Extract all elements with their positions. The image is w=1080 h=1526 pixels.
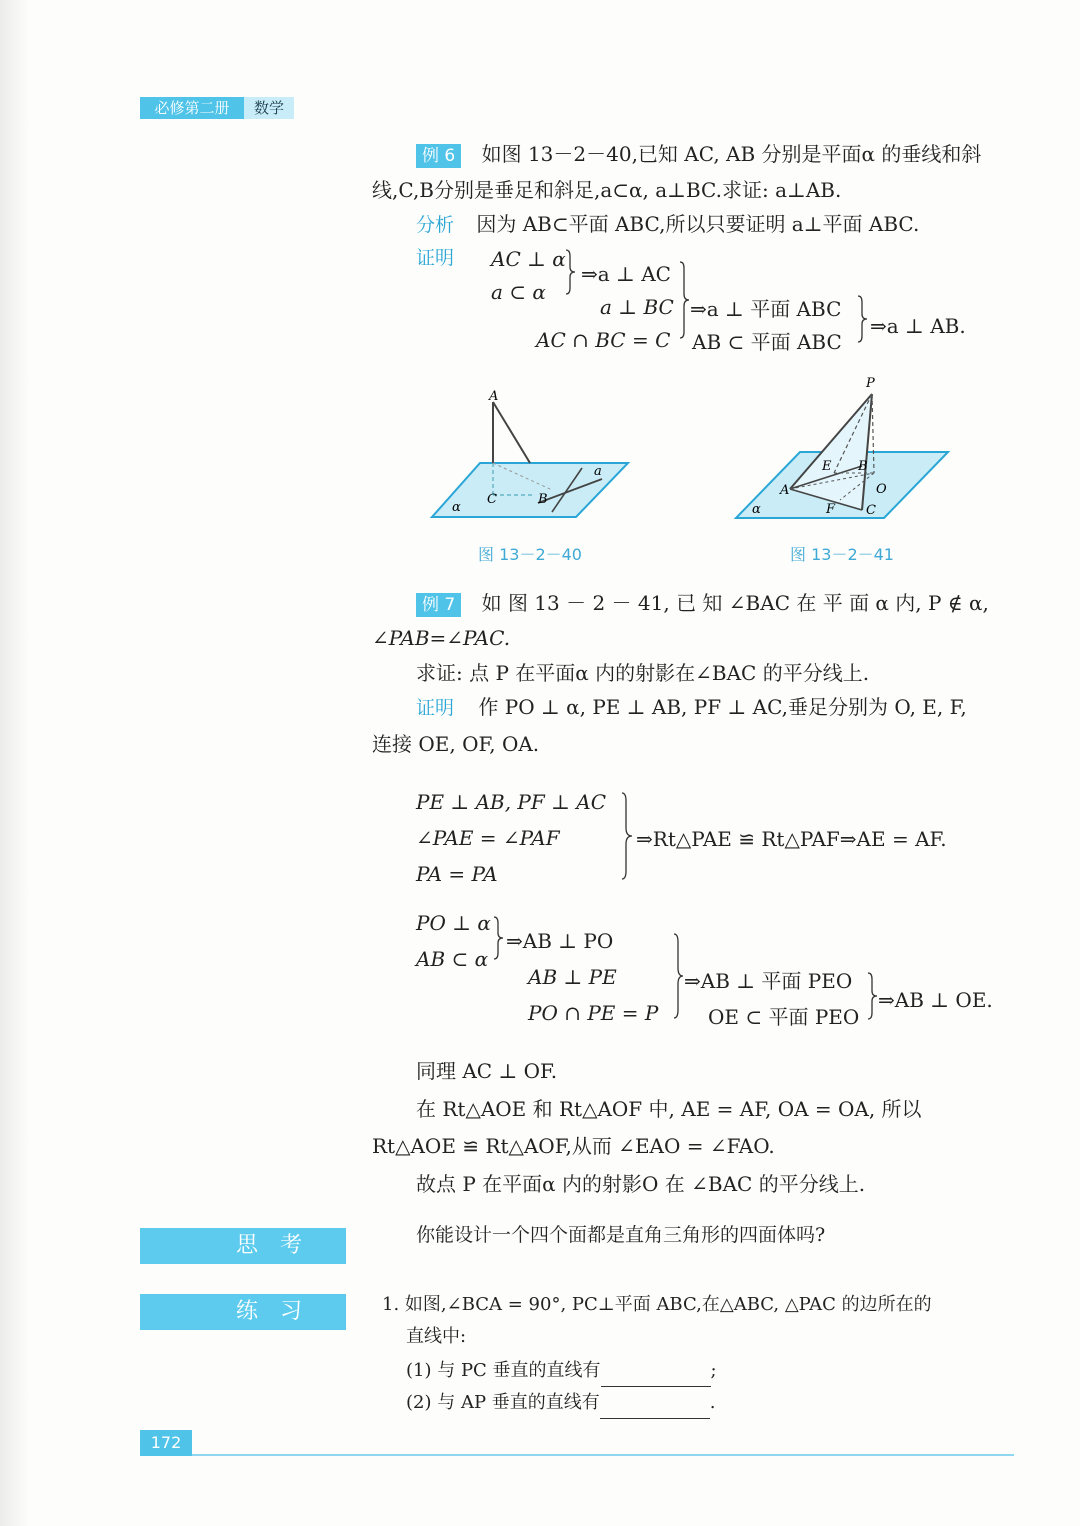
brace-7b <box>494 917 503 959</box>
brace-7c <box>674 934 683 1018</box>
example-7-proof-line1 <box>416 690 967 725</box>
example-7-line2: ∠PAB=∠PAC. <box>372 626 511 650</box>
example-7-claim: 求证: 点 P 在平面α 内的射影在∠BAC 的平分线上. <box>416 661 870 685</box>
proof7-t7: OE ⊂ 平面 PEO <box>708 1005 860 1029</box>
proof6-step8: ⇒a ⊥ AB. <box>870 314 966 338</box>
fig40-label-A: A <box>489 389 499 404</box>
proof6-step6: ⇒a ⊥ 平面 ABC <box>690 297 842 321</box>
practice-q1-part1-end: ; <box>710 1360 717 1381</box>
figure-41-caption: 图 13－2－41 <box>790 545 894 564</box>
proof7-t8: ⇒AB ⊥ OE. <box>878 988 993 1012</box>
example-7-label: 例 7 <box>416 593 461 617</box>
fig41-label-E: E <box>822 459 832 474</box>
practice-q1-line1: 1. 如图,∠BCA = 90°, PC⊥平面 ABC,在△ABC, △PAC 的边所在的 <box>382 1294 932 1315</box>
brace-6a <box>566 250 575 294</box>
proof6-step2: a ⊂ α <box>491 280 546 304</box>
proof7-t4: AB ⊥ PE <box>528 965 617 989</box>
proof7-s3: PA = PA <box>416 862 498 886</box>
practice-q1-line2: 直线中: <box>406 1326 467 1347</box>
figure-13-2-41 <box>728 372 958 527</box>
subject-tab: 数学 <box>244 97 294 119</box>
brace-6b <box>680 262 689 338</box>
book-title-tab: 必修第二册 <box>140 97 244 119</box>
practice-q1-part2 <box>406 1387 716 1419</box>
proof7-t1: PO ⊥ α <box>416 911 491 935</box>
fig41-label-A: A <box>780 483 790 498</box>
fig41-label-P: P <box>866 376 875 391</box>
proof6-step7: AB ⊂ 平面 ABC <box>692 330 842 354</box>
fig41-label-O: O <box>876 482 887 497</box>
proof6-step5: AC ∩ BC = C <box>536 328 671 352</box>
answer-blank-1[interactable] <box>601 1366 711 1387</box>
example-6-label: 例 6 <box>416 144 461 168</box>
proof7-s4: ⇒Rt△PAE ≌ Rt△PAF⇒AE = AF. <box>636 827 947 851</box>
figure-13-2-40 <box>420 380 640 530</box>
proof-keyword: 证明 <box>416 247 455 269</box>
proof7-s1: PE ⊥ AB, PF ⊥ AC <box>416 790 607 814</box>
answer-blank-2[interactable] <box>600 1398 710 1419</box>
fig40-label-alpha: α <box>452 500 461 515</box>
example-7-proof-line2: 连接 OE, OF, OA. <box>372 732 540 756</box>
proof7-t2: AB ⊂ α <box>416 947 489 971</box>
proof7-t5: PO ∩ PE = P <box>528 1001 659 1025</box>
fig41-label-B: B <box>858 459 868 474</box>
proof7-t3: ⇒AB ⊥ PO <box>506 929 614 953</box>
fig41-label-C: C <box>866 503 876 518</box>
fig41-label-alpha: α <box>752 502 761 517</box>
think-sidebar-label: 思考 <box>140 1228 346 1264</box>
practice-q1-part1-text: (1) 与 PC 垂直的直线有 <box>406 1360 601 1381</box>
proof7-c2: Rt△AOE ≌ Rt△AOF,从而 ∠EAO = ∠FAO. <box>372 1134 775 1158</box>
practice-q1-part2-text: (2) 与 AP 垂直的直线有 <box>406 1392 600 1413</box>
proof7-s2: ∠PAE = ∠PAF <box>416 826 560 850</box>
brace-7d <box>868 973 877 1019</box>
example-6-line2: 线,C,B分别是垂足和斜足,a⊂α, a⊥BC.求证: a⊥AB. <box>372 178 842 202</box>
proof6-step3: ⇒a ⊥ AC <box>581 262 671 286</box>
figure-40-caption: 图 13－2－40 <box>478 545 582 564</box>
proof6-step1: AC ⊥ α <box>491 247 566 271</box>
proof6-step4: a ⊥ BC <box>600 295 674 319</box>
proof-keyword-7: 证明 <box>416 697 455 719</box>
analysis-keyword: 分析 <box>416 214 455 236</box>
footer-rule <box>192 1454 1014 1456</box>
brace-6c <box>858 296 867 342</box>
brace-7a <box>622 793 632 879</box>
fig40-label-C: C <box>487 492 497 507</box>
page-number: 172 <box>140 1430 192 1456</box>
example-6-text: 如图 13－2－40,已知 AC, AB 分别是平面α 的垂线和斜 <box>481 142 982 166</box>
proof7-c1: 在 Rt△AOE 和 Rt△AOF 中, AE = AF, OA = OA, 所以 <box>416 1097 922 1121</box>
example-7-line1 <box>416 586 989 620</box>
fig41-label-F: F <box>826 502 836 517</box>
proof7-construction: 作 PO ⊥ α, PE ⊥ AB, PF ⊥ AC,垂足分别为 O, E, F, <box>478 695 967 719</box>
proof7-similarly: 同理 AC ⊥ OF. <box>416 1059 558 1083</box>
practice-q1-part1 <box>406 1355 717 1387</box>
analysis-text: 因为 AB⊂平面 ABC,所以只要证明 a⊥平面 ABC. <box>476 212 920 236</box>
practice-q1-part2-end: . <box>709 1392 716 1413</box>
proof7-t6: ⇒AB ⊥ 平面 PEO <box>684 969 853 993</box>
practice-sidebar-label: 练习 <box>140 1294 346 1330</box>
fig40-label-a: a <box>594 464 602 479</box>
proof7-conclusion: 故点 P 在平面α 内的射影O 在 ∠BAC 的平分线上. <box>416 1172 866 1196</box>
fig40-label-B: B <box>538 492 548 507</box>
think-question: 你能设计一个四个面都是直角三角形的四面体吗? <box>416 1224 826 1246</box>
example-7-text: 如 图 13 － 2 － 41, 已 知 ∠BAC 在 平 面 α 内, P ∉ α, <box>481 591 989 615</box>
